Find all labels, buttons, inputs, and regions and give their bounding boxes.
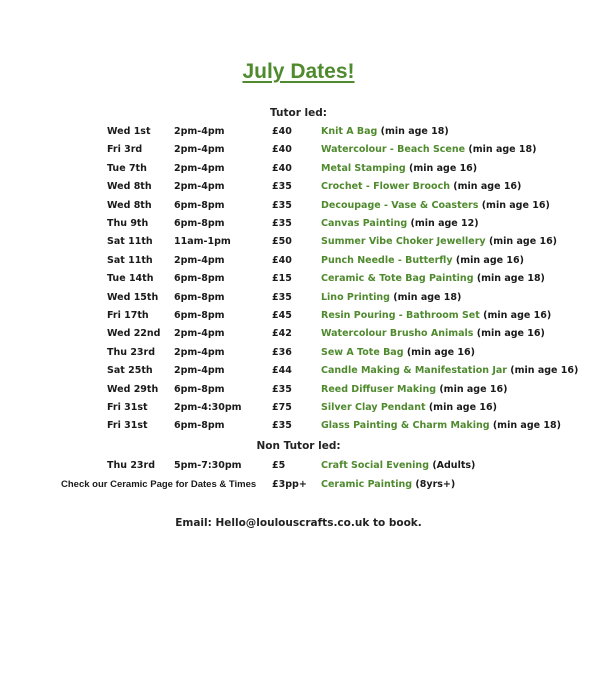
schedule-row bbox=[0, 365, 615, 383]
class-day: Fri 3rd bbox=[107, 144, 143, 156]
ceramic-price: £3pp+ bbox=[272, 479, 307, 490]
schedule-row bbox=[0, 420, 615, 438]
schedule-row bbox=[0, 144, 615, 162]
class-price: £35 bbox=[272, 383, 292, 395]
class-day: Wed 1st bbox=[107, 126, 151, 137]
class-time: 2pm-4pm bbox=[174, 144, 225, 156]
class-description bbox=[321, 292, 461, 303]
class-description bbox=[321, 420, 561, 431]
schedule-row bbox=[0, 181, 615, 199]
class-note: (min age 16) bbox=[483, 310, 552, 321]
class-day: Fri 31st bbox=[107, 402, 148, 413]
class-note: (min age 16) bbox=[453, 181, 522, 193]
class-price: £42 bbox=[272, 328, 292, 340]
schedule-row bbox=[0, 292, 615, 310]
class-day: Sat 11th bbox=[107, 254, 153, 266]
class-note: (min age 16) bbox=[439, 383, 508, 395]
schedule-row bbox=[0, 126, 615, 144]
schedule-row bbox=[0, 163, 615, 181]
class-name: Canvas Painting bbox=[321, 218, 408, 229]
class-note: (min age 18) bbox=[380, 126, 449, 137]
class-day: Fri 31st bbox=[107, 420, 148, 432]
class-name: Craft Social Evening bbox=[321, 460, 429, 471]
class-time: 11am-1pm bbox=[174, 236, 231, 248]
class-description bbox=[321, 200, 550, 211]
class-day: Wed 8th bbox=[107, 199, 152, 211]
class-description bbox=[321, 273, 545, 284]
class-day: Fri 17th bbox=[107, 310, 149, 321]
class-note: (Adults) bbox=[432, 460, 476, 471]
class-day: Wed 8th bbox=[107, 181, 152, 193]
class-price: £50 bbox=[272, 236, 292, 248]
schedule-row bbox=[0, 236, 615, 254]
class-name: Decoupage - Vase & Coasters bbox=[321, 199, 479, 211]
class-time: 2pm-4pm bbox=[174, 254, 225, 266]
class-description bbox=[321, 163, 477, 174]
class-note: (min age 16) bbox=[455, 254, 524, 266]
class-note: (min age 16) bbox=[476, 328, 545, 340]
class-name: Crochet - Flower Brooch bbox=[321, 181, 450, 193]
schedule-row bbox=[0, 384, 615, 402]
class-time: 6pm-8pm bbox=[174, 273, 225, 285]
class-name: Lino Printing bbox=[321, 291, 390, 303]
class-description bbox=[321, 144, 537, 155]
schedule-row bbox=[0, 347, 615, 365]
class-day: Tue 7th bbox=[107, 162, 147, 174]
class-description bbox=[321, 218, 479, 229]
class-day: Thu 23rd bbox=[107, 346, 156, 358]
class-day: Thu 9th bbox=[107, 218, 149, 229]
schedule-row bbox=[0, 218, 615, 236]
class-time: 2pm-4pm bbox=[174, 126, 225, 137]
class-name: Resin Pouring - Bathroom Set bbox=[321, 310, 480, 321]
class-time: 6pm-8pm bbox=[174, 383, 225, 395]
class-note: (min age 16) bbox=[510, 365, 579, 377]
class-price: £5 bbox=[272, 460, 286, 471]
class-description bbox=[321, 328, 545, 339]
class-price: £45 bbox=[272, 310, 292, 321]
class-time: 2pm-4pm bbox=[174, 365, 225, 377]
class-note: (min age 16) bbox=[406, 346, 475, 358]
class-time: 2pm-4pm bbox=[174, 328, 225, 340]
class-price: £40 bbox=[272, 144, 292, 156]
class-name: Ceramic Painting bbox=[321, 479, 413, 490]
class-note: (min age 16) bbox=[409, 162, 478, 174]
class-name: Glass Painting & Charm Making bbox=[321, 420, 490, 432]
class-name: Silver Clay Pendant bbox=[321, 402, 426, 413]
class-note: (min age 16) bbox=[481, 199, 550, 211]
class-day: Sat 25th bbox=[107, 365, 153, 377]
class-day: Wed 29th bbox=[107, 383, 159, 395]
class-price: £35 bbox=[272, 181, 292, 193]
schedule-row bbox=[0, 273, 615, 291]
class-price: £40 bbox=[272, 126, 292, 137]
class-price: £35 bbox=[272, 199, 292, 211]
schedule-row bbox=[0, 328, 615, 346]
class-time: 6pm-8pm bbox=[174, 218, 225, 229]
schedule-row bbox=[0, 200, 615, 218]
class-note: (min age 18) bbox=[492, 420, 561, 432]
class-description bbox=[321, 255, 524, 266]
class-day: Wed 15th bbox=[107, 291, 159, 303]
class-note: (min age 18) bbox=[468, 144, 537, 156]
class-note: (min age 16) bbox=[428, 402, 497, 413]
class-time: 2pm-4:30pm bbox=[174, 402, 242, 413]
class-price: £40 bbox=[272, 162, 292, 174]
class-time: 5pm-7:30pm bbox=[174, 460, 242, 471]
class-note: (min age 12) bbox=[410, 218, 479, 229]
class-note: (8yrs+) bbox=[415, 479, 456, 490]
class-price: £44 bbox=[272, 365, 292, 377]
class-time: 2pm-4pm bbox=[174, 181, 225, 193]
class-description bbox=[321, 460, 475, 471]
tutor-led-heading: Tutor led: bbox=[270, 107, 327, 119]
class-description bbox=[321, 402, 497, 413]
schedule-row bbox=[0, 310, 615, 328]
class-day: Tue 14th bbox=[107, 273, 154, 285]
class-name: Ceramic & Tote Bag Painting bbox=[321, 273, 474, 285]
class-note: (min age 16) bbox=[488, 236, 558, 248]
page-title: July Dates! bbox=[242, 60, 355, 83]
non-tutor-led-heading: Non Tutor led: bbox=[256, 440, 341, 452]
class-name: Candle Making & Manifestation Jar bbox=[321, 365, 507, 377]
class-price: £75 bbox=[272, 402, 292, 413]
class-note: (min age 18) bbox=[393, 291, 462, 303]
class-description bbox=[321, 347, 475, 358]
class-time: 6pm-8pm bbox=[174, 310, 225, 321]
class-price: £36 bbox=[272, 346, 292, 358]
class-name: Watercolour Brusho Animals bbox=[321, 328, 474, 340]
class-description bbox=[321, 181, 521, 192]
class-price: £35 bbox=[272, 218, 292, 229]
class-name: Metal Stamping bbox=[321, 162, 406, 174]
class-time: 6pm-8pm bbox=[174, 420, 225, 432]
class-description bbox=[321, 236, 557, 247]
class-name: Knit A Bag bbox=[321, 126, 378, 137]
class-time: 2pm-4pm bbox=[174, 346, 225, 358]
class-name: Punch Needle - Butterfly bbox=[321, 254, 453, 266]
class-price: £35 bbox=[272, 420, 292, 432]
class-time: 6pm-8pm bbox=[174, 291, 225, 303]
ceramic-note: Check our Ceramic Page for Dates & Times bbox=[61, 479, 257, 490]
class-note: (min age 18) bbox=[476, 273, 545, 285]
class-time: 6pm-8pm bbox=[174, 199, 225, 211]
class-price: £15 bbox=[272, 273, 292, 285]
class-name: Sew A Tote Bag bbox=[321, 346, 404, 358]
schedule-row bbox=[0, 460, 615, 478]
schedule-row bbox=[0, 402, 615, 420]
ceramic-class bbox=[321, 479, 455, 490]
schedule-row bbox=[0, 255, 615, 273]
class-description bbox=[321, 126, 449, 137]
class-price: £40 bbox=[272, 254, 292, 266]
class-day: Sat 11th bbox=[107, 236, 153, 248]
class-description bbox=[321, 310, 551, 321]
booking-email: Email: Hello@loulouscrafts.co.uk to book. bbox=[175, 517, 422, 529]
class-day: Wed 22nd bbox=[107, 328, 161, 340]
class-name: Reed Diffuser Making bbox=[321, 383, 437, 395]
class-price: £35 bbox=[272, 291, 292, 303]
class-name: Summer Vibe Choker Jewellery bbox=[321, 236, 486, 248]
class-description bbox=[321, 365, 578, 376]
class-description bbox=[321, 384, 507, 395]
class-name: Watercolour - Beach Scene bbox=[321, 144, 466, 156]
class-day: Thu 23rd bbox=[107, 460, 156, 471]
ceramic-row bbox=[0, 479, 615, 497]
class-time: 2pm-4pm bbox=[174, 162, 225, 174]
